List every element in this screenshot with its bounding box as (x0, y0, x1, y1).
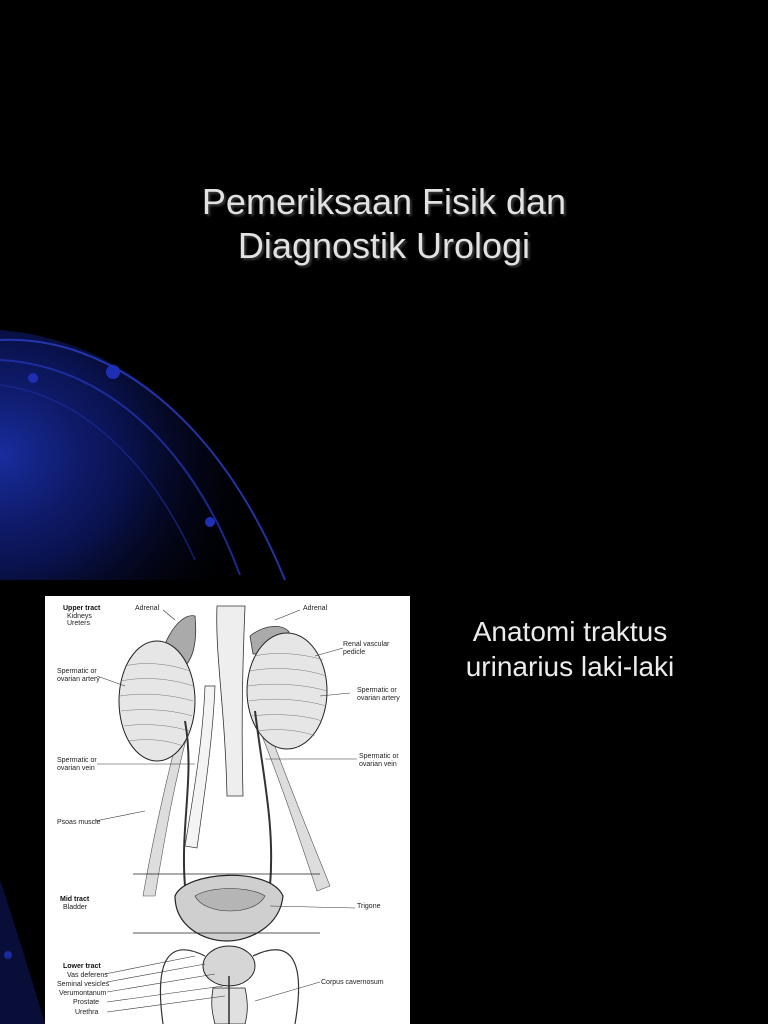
swoosh-dot-2 (28, 373, 38, 383)
label-kidneys: Kidneys (67, 613, 92, 620)
swoosh-dot-1 (106, 365, 120, 379)
title-line-1: Pemeriksaan Fisik dan (201, 181, 567, 222)
label-adrenal-right: Adrenal (303, 605, 328, 612)
label-psoas: Psoas muscle (57, 819, 101, 826)
anatomy-figure (45, 596, 410, 1024)
swoosh-dot-3 (205, 517, 215, 527)
label-spermatic-artery-l2: ovarian artery (57, 676, 100, 683)
label-renal-vascular-2: pedicle (343, 649, 366, 656)
title-line-2: Diagnostik Urologi (237, 225, 531, 266)
label-spermatic-artery-r2: ovarian artery (357, 695, 400, 702)
anatomy-drawing (45, 596, 410, 1024)
label-prostate: Prostate (73, 999, 100, 1006)
label-trigone: Trigone (357, 903, 381, 910)
label-renal-vascular-1: Renal vascular (343, 641, 390, 648)
vas-deferens-left (160, 950, 205, 1024)
aorta (217, 606, 245, 796)
label-adrenal-left: Adrenal (135, 605, 160, 612)
caption-line-1: Anatomi traktus (472, 616, 668, 647)
label-corpus: Corpus cavernosum (321, 979, 384, 986)
vas-deferens-right (253, 950, 299, 1024)
label-spermatic-vein-l1: Spermatic or (57, 757, 97, 764)
label-ureters: Ureters (67, 620, 90, 627)
label-bladder: Bladder (63, 904, 88, 911)
slide-title (0, 180, 768, 268)
label-vas-deferens: Vas deferens (67, 972, 108, 979)
label-mid-tract: Mid tract (60, 896, 90, 903)
label-spermatic-vein-r2: ovarian vein (359, 761, 397, 768)
kidney-right (247, 633, 327, 749)
kidney-left (119, 641, 195, 761)
label-lower-tract: Lower tract (63, 963, 101, 970)
label-spermatic-vein-l2: ovarian vein (57, 765, 95, 772)
caption-line-2: urinarius laki-laki (465, 651, 675, 682)
label-spermatic-vein-r1: Spermatic or (359, 753, 399, 760)
label-seminal-vesicles: Seminal vesicles (57, 981, 110, 988)
slide-caption (430, 614, 710, 684)
swoosh-glow (0, 330, 280, 580)
label-verumontanum: Verumontanum (59, 990, 107, 997)
label-upper-tract: Upper tract (63, 605, 101, 612)
swoosh-dot-4 (4, 951, 12, 959)
label-spermatic-artery-r1: Spermatic or (357, 687, 397, 694)
label-spermatic-artery-l1: Spermatic or (57, 668, 97, 675)
label-urethra: Urethra (75, 1009, 99, 1016)
